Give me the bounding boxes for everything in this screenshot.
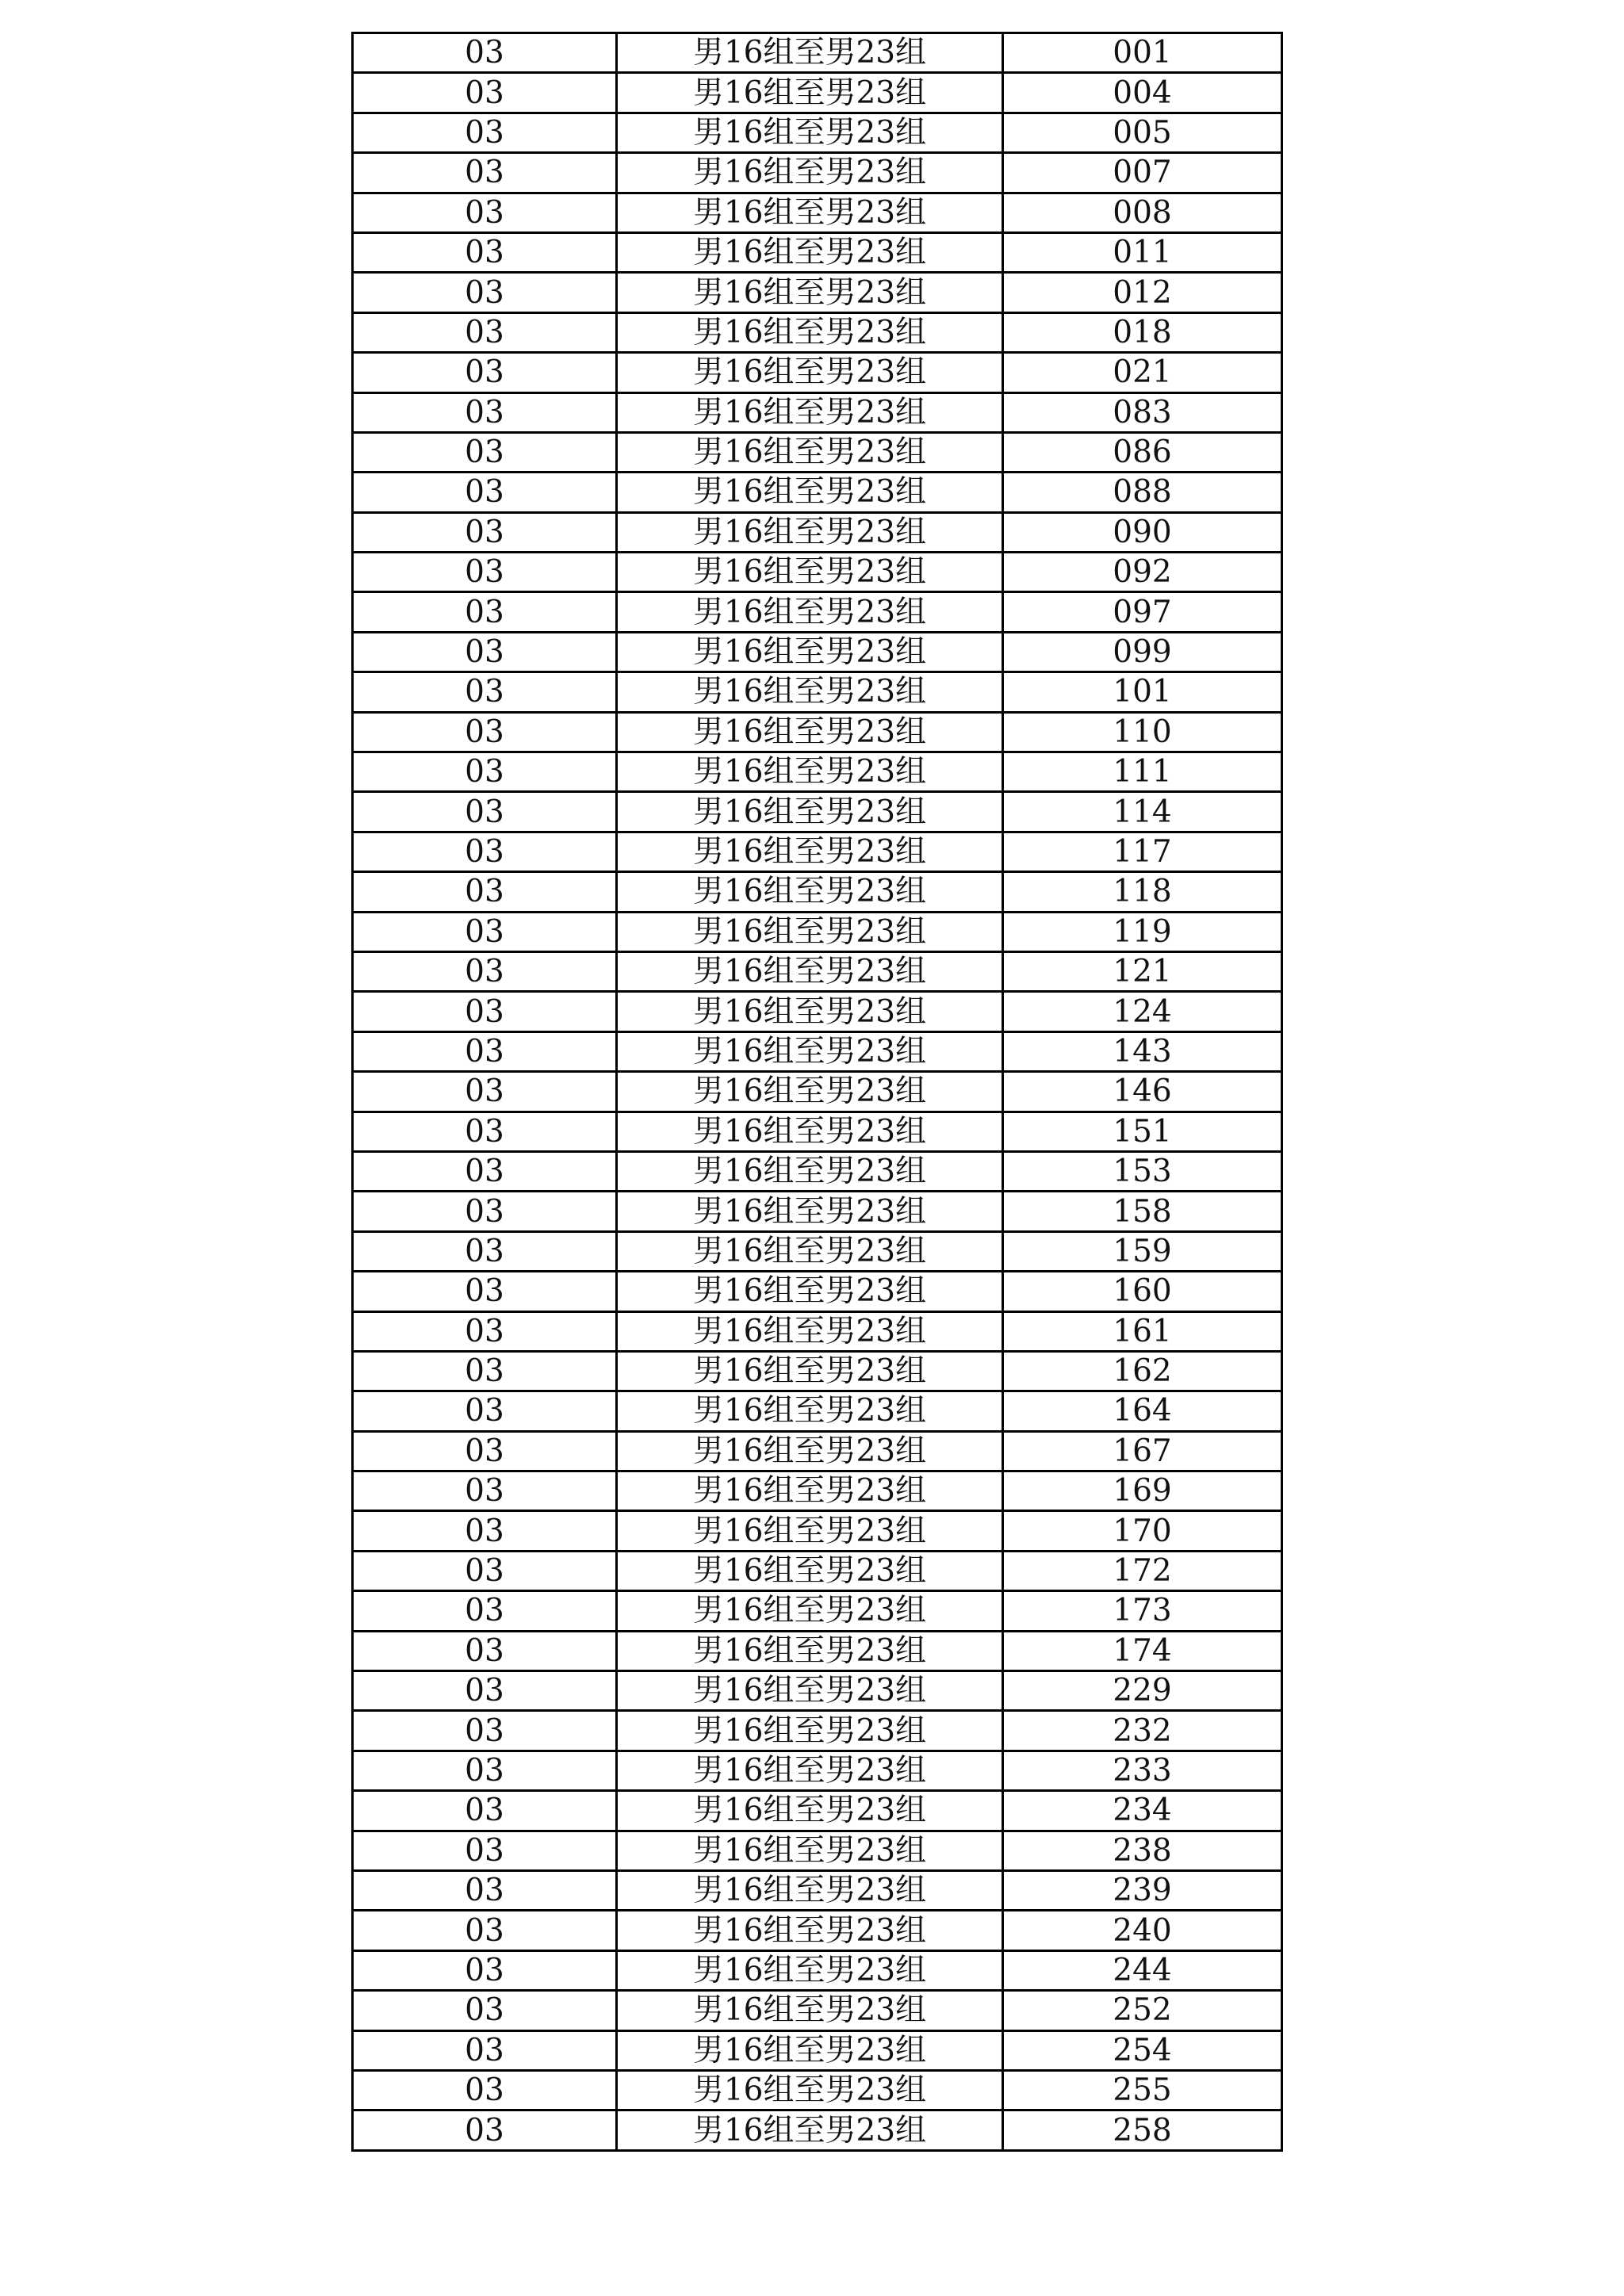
cell-group-range: 男16组至男23组 [617,1031,1003,1071]
cell-number: 086 [1003,432,1282,472]
cell-number: 240 [1003,1911,1282,1950]
cell-group-range: 男16组至男23组 [617,353,1003,392]
cell-number: 097 [1003,592,1282,632]
cell-group-range: 男16组至男23组 [617,473,1003,512]
cell-group-range: 男16组至男23组 [617,2110,1003,2150]
cell-number: 001 [1003,33,1282,73]
cell-group-range: 男16组至男23组 [617,951,1003,991]
cell-code: 03 [353,792,617,832]
cell-group-range: 男16组至男23组 [617,1192,1003,1231]
table-row [353,1072,1282,1112]
cell-number: 229 [1003,1671,1282,1711]
table-row [353,1711,1282,1751]
cell-group-range: 男16组至男23组 [617,1311,1003,1351]
cell-code: 03 [353,353,617,392]
table-row [353,432,1282,472]
cell-code: 03 [353,153,617,193]
table-row [353,1950,1282,1990]
cell-number: 008 [1003,193,1282,232]
table-row [353,1192,1282,1231]
cell-code: 03 [353,712,617,752]
cell-number: 092 [1003,553,1282,592]
table-row [353,1471,1282,1511]
cell-group-range: 男16组至男23组 [617,672,1003,712]
table-row [353,73,1282,113]
cell-code: 03 [353,1551,617,1590]
table-row [353,392,1282,432]
cell-number: 173 [1003,1591,1282,1631]
cell-code: 03 [353,1791,617,1831]
cell-group-range: 男16组至男23组 [617,632,1003,672]
cell-number: 174 [1003,1631,1282,1670]
cell-group-range: 男16组至男23组 [617,113,1003,152]
cell-code: 03 [353,1911,617,1950]
cell-group-range: 男16组至男23组 [617,273,1003,312]
cell-number: 117 [1003,832,1282,871]
cell-number: 238 [1003,1831,1282,1870]
cell-group-range: 男16组至男23组 [617,2070,1003,2110]
table-row [353,1911,1282,1950]
cell-group-range: 男16组至男23组 [617,1631,1003,1670]
cell-code: 03 [353,992,617,1031]
cell-group-range: 男16组至男23组 [617,193,1003,232]
cell-number: 172 [1003,1551,1282,1590]
cell-number: 160 [1003,1272,1282,1311]
document-page [351,32,1281,2152]
cell-code: 03 [353,1072,617,1112]
cell-group-range: 男16组至男23组 [617,2030,1003,2070]
cell-number: 234 [1003,1791,1282,1831]
cell-code: 03 [353,1831,617,1870]
cell-code: 03 [353,312,617,352]
cell-code: 03 [353,1671,617,1711]
table-row [353,512,1282,552]
cell-group-range: 男16组至男23组 [617,792,1003,832]
cell-code: 03 [353,2110,617,2150]
cell-group-range: 男16组至男23组 [617,1870,1003,1910]
cell-group-range: 男16组至男23组 [617,992,1003,1031]
cell-group-range: 男16组至男23组 [617,1711,1003,1751]
cell-code: 03 [353,1991,617,2030]
table-row [353,232,1282,272]
table-row [353,553,1282,592]
table-row [353,1272,1282,1311]
cell-number: 153 [1003,1151,1282,1191]
table-row [353,1511,1282,1551]
cell-code: 03 [353,512,617,552]
cell-number: 159 [1003,1231,1282,1271]
cell-group-range: 男16组至男23组 [617,1391,1003,1431]
cell-code: 03 [353,1231,617,1271]
cell-number: 252 [1003,1991,1282,2030]
table-row [353,792,1282,832]
cell-group-range: 男16组至男23组 [617,512,1003,552]
cell-group-range: 男16组至男23组 [617,1671,1003,1711]
table-row [353,33,1282,73]
cell-number: 005 [1003,113,1282,152]
cell-code: 03 [353,912,617,951]
cell-number: 111 [1003,752,1282,792]
table-row [353,1791,1282,1831]
table-row [353,1151,1282,1191]
cell-group-range: 男16组至男23组 [617,1911,1003,1950]
cell-code: 03 [353,832,617,871]
cell-code: 03 [353,672,617,712]
cell-code: 03 [353,113,617,152]
table-row [353,992,1282,1031]
cell-number: 146 [1003,1072,1282,1112]
cell-group-range: 男16组至男23组 [617,712,1003,752]
cell-number: 118 [1003,872,1282,912]
cell-code: 03 [353,1311,617,1351]
cell-code: 03 [353,1112,617,1151]
cell-group-range: 男16组至男23组 [617,1991,1003,2030]
cell-code: 03 [353,1950,617,1990]
cell-number: 007 [1003,153,1282,193]
cell-code: 03 [353,473,617,512]
table-row [353,1112,1282,1151]
cell-number: 114 [1003,792,1282,832]
cell-number: 167 [1003,1431,1282,1471]
cell-group-range: 男16组至男23组 [617,1112,1003,1151]
cell-number: 021 [1003,353,1282,392]
cell-code: 03 [353,1192,617,1231]
cell-group-range: 男16组至男23组 [617,1950,1003,1990]
cell-group-range: 男16组至男23组 [617,1791,1003,1831]
cell-number: 011 [1003,232,1282,272]
cell-code: 03 [353,2030,617,2070]
cell-code: 03 [353,273,617,312]
cell-code: 03 [353,592,617,632]
table-row [353,113,1282,152]
table-row [353,1031,1282,1071]
cell-group-range: 男16组至男23组 [617,312,1003,352]
table-row [353,273,1282,312]
cell-code: 03 [353,1431,617,1471]
table-row [353,672,1282,712]
table-row [353,1751,1282,1790]
cell-number: 169 [1003,1471,1282,1511]
table-row [353,153,1282,193]
cell-group-range: 男16组至男23组 [617,33,1003,73]
cell-number: 244 [1003,1950,1282,1990]
cell-number: 254 [1003,2030,1282,2070]
cell-code: 03 [353,232,617,272]
table-row [353,353,1282,392]
cell-code: 03 [353,1031,617,1071]
cell-number: 158 [1003,1192,1282,1231]
cell-group-range: 男16组至男23组 [617,912,1003,951]
cell-code: 03 [353,73,617,113]
table-row [353,1991,1282,2030]
table-row [353,712,1282,752]
cell-group-range: 男16组至男23组 [617,1591,1003,1631]
table-row [353,473,1282,512]
cell-number: 232 [1003,1711,1282,1751]
table-row [353,912,1282,951]
cell-number: 170 [1003,1511,1282,1551]
cell-number: 110 [1003,712,1282,752]
cell-code: 03 [353,872,617,912]
cell-code: 03 [353,1471,617,1511]
cell-code: 03 [353,1711,617,1751]
table-row [353,832,1282,871]
cell-code: 03 [353,392,617,432]
cell-group-range: 男16组至男23组 [617,1751,1003,1790]
table-row [353,312,1282,352]
table-row [353,872,1282,912]
cell-group-range: 男16组至男23组 [617,153,1003,193]
cell-number: 164 [1003,1391,1282,1431]
cell-code: 03 [353,1272,617,1311]
table-row [353,2070,1282,2110]
cell-group-range: 男16组至男23组 [617,1431,1003,1471]
cell-code: 03 [353,1870,617,1910]
cell-code: 03 [353,632,617,672]
cell-number: 101 [1003,672,1282,712]
cell-group-range: 男16组至男23组 [617,1831,1003,1870]
table-row [353,1591,1282,1631]
cell-code: 03 [353,1751,617,1790]
cell-group-range: 男16组至男23组 [617,1151,1003,1191]
cell-number: 083 [1003,392,1282,432]
cell-number: 090 [1003,512,1282,552]
cell-group-range: 男16组至男23组 [617,872,1003,912]
cell-code: 03 [353,2070,617,2110]
table-row [353,193,1282,232]
cell-number: 162 [1003,1351,1282,1391]
cell-number: 239 [1003,1870,1282,1910]
table-row [353,1231,1282,1271]
table-row [353,951,1282,991]
cell-number: 161 [1003,1311,1282,1351]
cell-group-range: 男16组至男23组 [617,1072,1003,1112]
cell-group-range: 男16组至男23组 [617,232,1003,272]
cell-group-range: 男16组至男23组 [617,1231,1003,1271]
cell-code: 03 [353,432,617,472]
cell-group-range: 男16组至男23组 [617,1272,1003,1311]
cell-group-range: 男16组至男23组 [617,73,1003,113]
cell-code: 03 [353,1391,617,1431]
table-row [353,2110,1282,2150]
table-body [353,33,1282,2151]
cell-code: 03 [353,1151,617,1191]
cell-group-range: 男16组至男23组 [617,592,1003,632]
table-row [353,1631,1282,1670]
cell-code: 03 [353,193,617,232]
table-row [353,752,1282,792]
cell-group-range: 男16组至男23组 [617,392,1003,432]
table-row [353,1831,1282,1870]
cell-code: 03 [353,1511,617,1551]
cell-group-range: 男16组至男23组 [617,1351,1003,1391]
table-row [353,2030,1282,2070]
cell-number: 255 [1003,2070,1282,2110]
cell-number: 099 [1003,632,1282,672]
cell-group-range: 男16组至男23组 [617,553,1003,592]
cell-number: 088 [1003,473,1282,512]
cell-number: 143 [1003,1031,1282,1071]
table-row [353,1870,1282,1910]
table-row [353,1671,1282,1711]
table-row [353,592,1282,632]
cell-number: 121 [1003,951,1282,991]
cell-code: 03 [353,752,617,792]
table-row [353,1391,1282,1431]
cell-number: 018 [1003,312,1282,352]
cell-number: 119 [1003,912,1282,951]
table-row [353,1351,1282,1391]
cell-group-range: 男16组至男23组 [617,432,1003,472]
cell-code: 03 [353,33,617,73]
cell-code: 03 [353,1351,617,1391]
table-row [353,1311,1282,1351]
table-row [353,1551,1282,1590]
cell-group-range: 男16组至男23组 [617,1471,1003,1511]
cell-number: 233 [1003,1751,1282,1790]
table-row [353,632,1282,672]
cell-code: 03 [353,951,617,991]
cell-code: 03 [353,1591,617,1631]
cell-group-range: 男16组至男23组 [617,752,1003,792]
table-row [353,1431,1282,1471]
cell-number: 151 [1003,1112,1282,1151]
cell-number: 258 [1003,2110,1282,2150]
cell-number: 004 [1003,73,1282,113]
cell-group-range: 男16组至男23组 [617,1551,1003,1590]
cell-code: 03 [353,553,617,592]
cell-number: 124 [1003,992,1282,1031]
cell-group-range: 男16组至男23组 [617,832,1003,871]
cell-number: 012 [1003,273,1282,312]
cell-group-range: 男16组至男23组 [617,1511,1003,1551]
cell-code: 03 [353,1631,617,1670]
data-table [351,32,1283,2152]
